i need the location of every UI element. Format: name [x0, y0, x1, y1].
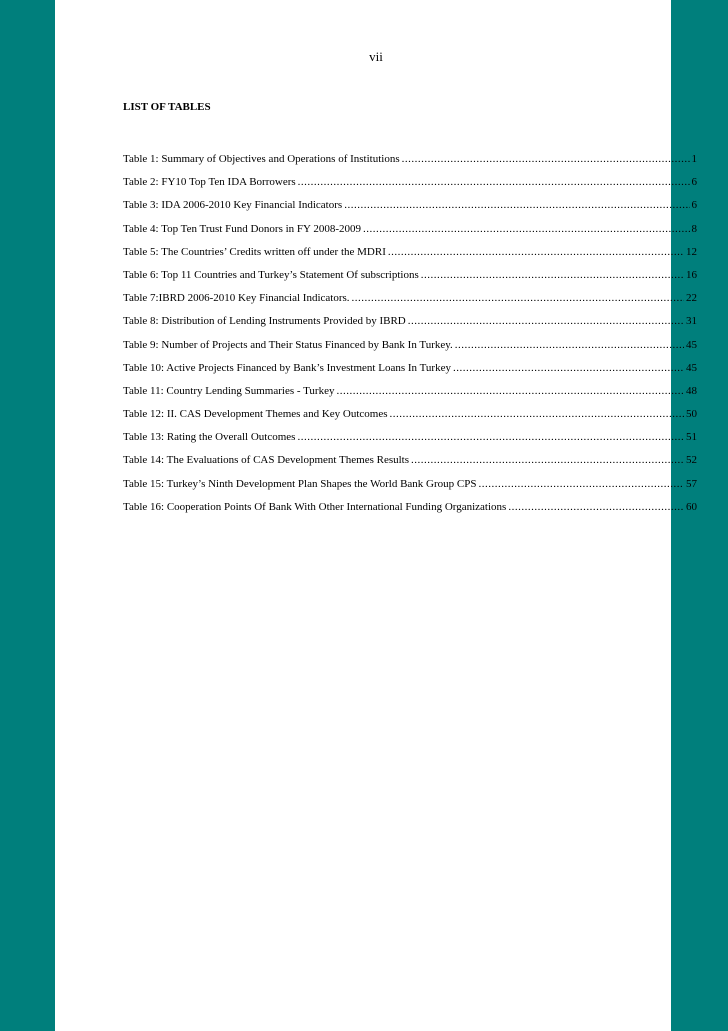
toc-entry[interactable] [123, 269, 697, 292]
toc-entry-title: Table 15: Turkey’s Ninth Development Plan Shapes the World Bank Group CPS [123, 477, 477, 490]
toc-entry-page-number: 6 [691, 176, 697, 189]
toc-entry[interactable] [123, 362, 697, 385]
toc-entry[interactable] [123, 315, 697, 338]
toc-entry-page-number: 12 [686, 245, 697, 258]
left-border-bar [0, 0, 55, 1031]
toc-entry-title: Table 14: The Evaluations of CAS Development Themes Results [123, 454, 409, 467]
toc-dot-leader [453, 362, 684, 374]
toc-dot-leader [479, 478, 685, 490]
toc-entry[interactable] [123, 199, 697, 222]
toc-entry-page-number: 8 [691, 222, 697, 235]
toc-entry-page-number: 50 [686, 408, 697, 421]
toc-entry-title: Table 13: Rating the Overall Outcomes [123, 431, 296, 444]
toc-entry-title: Table 4: Top Ten Trust Fund Donors in FY 2008-2009 [123, 222, 361, 235]
toc-entry-page-number: 31 [686, 315, 697, 328]
toc-dot-leader [402, 153, 690, 165]
toc-entry-page-number: 22 [686, 292, 697, 305]
toc-dot-leader [390, 408, 685, 420]
toc-entry[interactable] [123, 478, 697, 501]
toc-entry-page-number: 6 [691, 199, 697, 212]
toc-entry-page-number: 51 [686, 431, 697, 444]
toc-entry-title: Table 11: Country Lending Summaries - Turkey [123, 384, 335, 397]
toc-entry-page-number: 48 [686, 384, 697, 397]
toc-entry-title: Table 8: Distribution of Lending Instruments Provided by IBRD [123, 315, 406, 328]
toc-entry[interactable] [123, 454, 697, 477]
toc-entry-title: Table 7:IBRD 2006-2010 Key Financial Indicators. [123, 292, 350, 305]
toc-dot-leader [455, 339, 684, 351]
toc-entry[interactable] [123, 431, 697, 454]
toc-dot-leader [344, 199, 689, 211]
toc-entry[interactable] [123, 385, 697, 408]
toc-dot-leader [411, 454, 684, 466]
toc-dot-leader [388, 246, 684, 258]
document-page [55, 0, 697, 1031]
toc-entry[interactable] [123, 223, 697, 246]
toc-entry-title: Table 12: II. CAS Development Themes and Key Outcomes [123, 408, 388, 421]
toc-entry-page-number: 57 [686, 477, 697, 490]
toc-dot-leader [297, 431, 684, 443]
toc-entry-title: Table 2: FY10 Top Ten IDA Borrowers [123, 176, 296, 189]
toc-dot-leader [421, 269, 684, 281]
toc-entry-page-number: 16 [686, 268, 697, 281]
toc-entry[interactable] [123, 292, 697, 315]
toc-entry[interactable] [123, 408, 697, 431]
toc-entry-title: Table 10: Active Projects Financed by Bank’s Investment Loans In Turkey [123, 361, 451, 374]
toc-entry-page-number: 45 [686, 338, 697, 351]
toc-dot-leader [298, 176, 690, 188]
toc-entry[interactable] [123, 501, 697, 524]
toc-entry-page-number: 1 [691, 153, 697, 165]
page-number: vii [369, 49, 383, 64]
toc-dot-leader [363, 223, 690, 235]
toc-entry[interactable] [123, 153, 697, 176]
toc-entry-title: Table 9: Number of Projects and Their Status Financed by Bank In Turkey. [123, 338, 453, 351]
toc-dot-leader [336, 385, 684, 397]
toc-entry[interactable] [123, 339, 697, 362]
list-of-tables-heading: LIST OF TABLES [123, 101, 211, 113]
toc-entry-title: Table 6: Top 11 Countries and Turkey’s Statement Of subscriptions [123, 268, 419, 281]
toc-entry-page-number: 45 [686, 361, 697, 374]
toc-entry-title: Table 5: The Countries’ Credits written off under the MDRI [123, 245, 386, 258]
toc-dot-leader [508, 501, 684, 513]
toc-entry-title: Table 3: IDA 2006-2010 Key Financial Indicators [123, 199, 343, 212]
toc-entry-title: Table 1: Summary of Objectives and Operations of Institutions [123, 153, 400, 165]
toc-dot-leader [352, 292, 684, 304]
toc-dot-leader [408, 315, 684, 327]
toc-entry[interactable] [123, 246, 697, 269]
toc-entry-title: Table 16: Cooperation Points Of Bank With Other International Funding Organizations [123, 500, 507, 513]
toc-entry[interactable] [123, 176, 697, 199]
table-of-contents-list [123, 153, 697, 524]
toc-entry-page-number: 52 [686, 454, 697, 467]
toc-entry-page-number: 60 [686, 500, 697, 513]
